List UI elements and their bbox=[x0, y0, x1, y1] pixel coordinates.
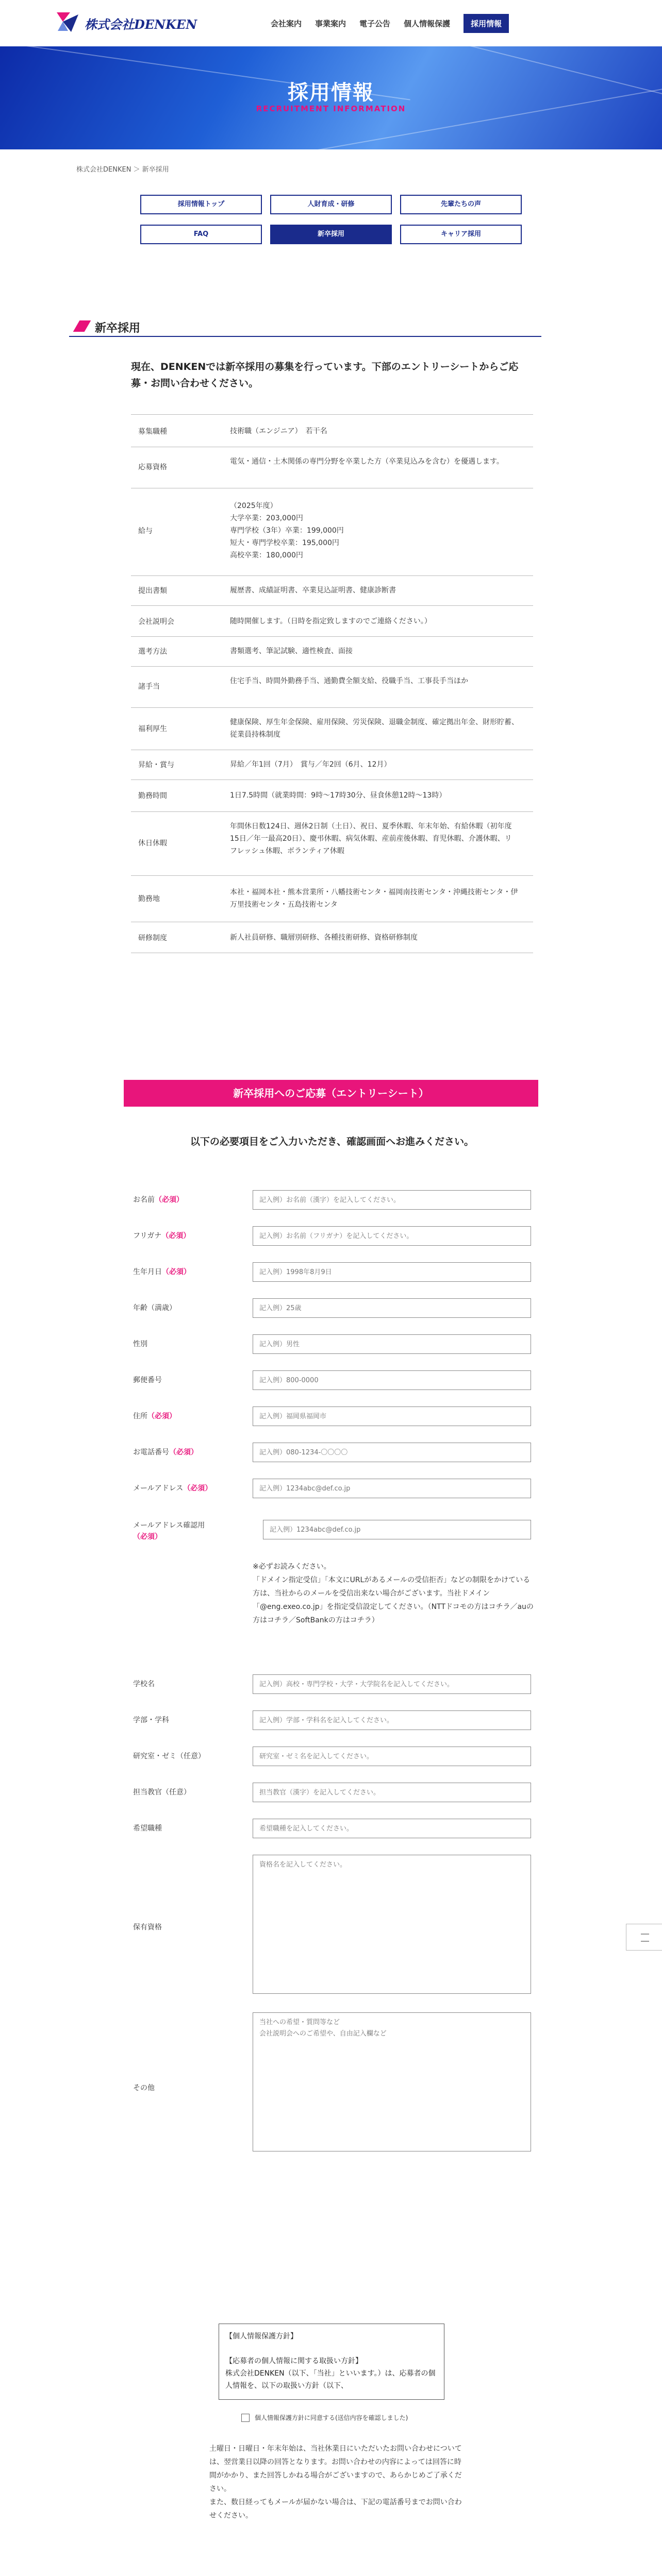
field-label bbox=[133, 1823, 162, 1834]
nav-company[interactable]: 会社案内 bbox=[271, 19, 302, 28]
field-label bbox=[133, 1483, 212, 1494]
agree-label: 個人情報保護方針に同意する(送信内容を確認しました) bbox=[255, 2414, 408, 2421]
required-mark: （必須） bbox=[183, 1484, 212, 1493]
subnav-new-grad[interactable]: 新卒採用 bbox=[270, 225, 392, 244]
table-row bbox=[131, 876, 533, 922]
row-value: 新人社員研修、職層別研修、各種技術研修、資格研修制度 bbox=[230, 934, 418, 942]
side-menu-tab[interactable] bbox=[626, 1924, 662, 1951]
row-label: 休日休暇 bbox=[138, 839, 167, 848]
row-label: 勤務時間 bbox=[138, 792, 167, 800]
label-text: 研究室・ゼミ（任意） bbox=[133, 1752, 205, 1760]
field-label bbox=[133, 1447, 198, 1458]
table-row bbox=[131, 637, 533, 667]
department-input[interactable] bbox=[253, 1710, 531, 1730]
row-label: 福利厚生 bbox=[138, 725, 167, 733]
entry-heading: 新卒採用へのご応募（エントリーシート） bbox=[124, 1080, 538, 1107]
row-value: 書類選考、筆記試験、適性検査、面接 bbox=[230, 647, 353, 655]
email-confirm-input[interactable] bbox=[263, 1520, 531, 1539]
required-mark: （必須） bbox=[161, 1232, 191, 1240]
required-mark: （必須） bbox=[147, 1412, 176, 1420]
heading-mark-icon bbox=[73, 320, 91, 332]
row-label: 選考方法 bbox=[138, 648, 167, 656]
license-textarea[interactable] bbox=[253, 1855, 531, 1994]
row-label: 募集職種 bbox=[138, 428, 167, 436]
site-header bbox=[0, 0, 662, 46]
furigana-input[interactable] bbox=[253, 1226, 531, 1246]
section-title: 新卒採用 bbox=[95, 322, 141, 335]
menu-icon bbox=[641, 1934, 649, 1942]
phone-input[interactable] bbox=[253, 1443, 531, 1462]
desired-job-input[interactable] bbox=[253, 1819, 531, 1838]
row-value: 年間休日数124日、週休2日制（土日）、祝日、夏季休暇、年末年始、有給休暇（初年度15日／年一最高20日）、慶弔休暇、病気休暇、産前産後休暇、育児休暇、介護休暇、リフレッシュ休暇、ボランティア休暇 bbox=[230, 822, 512, 855]
response-notice: 土曜日・日曜日・年末年始は、当社休業日にいただいたお問い合わせについては、翌営業日以降の回答となります。お問い合わせの内容によっては回答に時間がかかり、また回答しかねる場合がございますので、あらかじめご了承ください。 また、数日経ってもメールが届かない場合は、下記の電話番号までお問い合わせください。 bbox=[209, 2445, 462, 2520]
other-label: その他 bbox=[133, 2084, 155, 2092]
row-value: 電気・通信・土木関係の専門分野を卒業した方（卒業見込みを含む）を優遇します。 bbox=[230, 457, 504, 466]
field-label bbox=[133, 1230, 190, 1242]
address-input[interactable] bbox=[253, 1406, 531, 1426]
nav-recruit[interactable]: 採用情報 bbox=[464, 14, 509, 33]
row-value: 健康保険、厚生年金保険、雇用保険、労災保険、退職金制度、確定拠出年金、財形貯蓄、従業員持株制度 bbox=[230, 718, 519, 739]
required-mark: （必須） bbox=[155, 1196, 184, 1204]
nav-public-notice[interactable]: 電子公告 bbox=[359, 19, 391, 28]
required-mark: （必須） bbox=[169, 1448, 198, 1456]
row-value: （2025年度） 大学卒業：203,000円 専門学校（3年）卒業：199,000円 短大・専門学校卒業：195,000円 高校卒業：180,000円 bbox=[230, 502, 344, 560]
table-row bbox=[131, 414, 533, 447]
row-label: 諸手当 bbox=[138, 683, 160, 691]
table-row bbox=[131, 780, 533, 812]
row-value: 随時開催します。（日時を指定致しますのでご連絡ください。） bbox=[230, 617, 432, 625]
label-text: 学校名 bbox=[133, 1680, 155, 1688]
hero-title: 採用情報 bbox=[288, 81, 374, 105]
label-text: 性別 bbox=[133, 1340, 147, 1348]
lab-input[interactable] bbox=[253, 1747, 531, 1766]
label-text: 希望職種 bbox=[133, 1824, 162, 1833]
hero-subtitle: RECRUITMENT INFORMATION bbox=[256, 104, 406, 113]
row-label: 勤務地 bbox=[138, 895, 160, 903]
other-textarea[interactable] bbox=[253, 2012, 531, 2151]
table-row bbox=[131, 750, 533, 780]
row-value: 1日7.5時間（就業時間：9時〜17時30分、昼食休憩12時〜13時） bbox=[230, 791, 446, 800]
field-label bbox=[133, 1751, 205, 1762]
logo-text: 株式会社DENKEN bbox=[85, 17, 197, 32]
row-label: 提出書類 bbox=[138, 587, 167, 595]
table-row bbox=[131, 447, 533, 488]
label-text: 郵便番号 bbox=[133, 1376, 162, 1384]
field-label bbox=[133, 1302, 176, 1314]
field-label bbox=[133, 1266, 191, 1278]
row-value: 履歴書、成績証明書、卒業見込証明書、健康診断書 bbox=[230, 586, 396, 595]
nav-privacy[interactable]: 個人情報保護 bbox=[404, 19, 451, 28]
advisor-input[interactable] bbox=[253, 1783, 531, 1802]
birthdate-input[interactable] bbox=[253, 1262, 531, 1282]
row-label: 研修制度 bbox=[138, 934, 167, 942]
label-text: お電話番号 bbox=[133, 1448, 169, 1456]
row-label: 会社説明会 bbox=[138, 618, 174, 626]
privacy-agree[interactable] bbox=[241, 2413, 408, 2422]
row-value: 本社・福岡本社・熊本営業所・八幡技術センタ・福岡南技術センタ・沖縄技術センタ・伊万里技術センタ・五島技術センタ bbox=[230, 888, 518, 909]
field-label bbox=[133, 1715, 169, 1726]
table-row bbox=[131, 708, 533, 750]
mail-notice: ※必ずお読みください。 「ドメイン指定受信」「本文にURLがあるメールの受信拒否」などの制限をかけている方は、当社からのメールを受信出来ない場合がございます。当社ドメイン「@eng.exeo.co.jp」を指定受信設定してください。（NTTドコモの方はコチラ／auの方はコチラ／SoftBankの方はコチラ） bbox=[253, 1563, 534, 1624]
table-row bbox=[131, 606, 533, 637]
required-mark: （必須） bbox=[162, 1268, 191, 1276]
license-label: 保有資格 bbox=[133, 1923, 162, 1931]
email-input[interactable] bbox=[253, 1479, 531, 1498]
global-nav bbox=[271, 14, 509, 32]
age-input[interactable] bbox=[253, 1298, 531, 1318]
subnav-training[interactable]: 人財育成・研修 bbox=[270, 195, 392, 214]
company-logo[interactable] bbox=[56, 10, 210, 34]
row-value: 住宅手当、時間外勤務手当、通勤費全額支給、役職手当、工事長手当ほか bbox=[230, 677, 468, 685]
field-label bbox=[133, 1194, 184, 1206]
nav-business[interactable]: 事業案内 bbox=[315, 19, 346, 28]
field-label bbox=[133, 1338, 147, 1350]
section-heading bbox=[69, 316, 541, 337]
table-row bbox=[131, 667, 533, 708]
field-label bbox=[133, 1679, 155, 1690]
row-label: 給与 bbox=[138, 527, 153, 535]
label-text: お名前 bbox=[133, 1196, 155, 1204]
hero-banner bbox=[0, 46, 662, 149]
table-row bbox=[131, 576, 533, 606]
required-mark: （必須） bbox=[133, 1533, 162, 1541]
row-value: 昇給／年1回（7月） 賞与／年2回（6月、12月） bbox=[230, 760, 391, 769]
row-label: 応募資格 bbox=[138, 463, 167, 471]
form-intro: 以下の必要項目をご入力いただき、確認画面へお進みください。 bbox=[190, 1136, 474, 1147]
label-text: メールアドレス確認用 bbox=[133, 1521, 205, 1530]
field-label bbox=[133, 1375, 162, 1386]
label-text: 生年月日 bbox=[133, 1268, 162, 1276]
label-text: 担当教官（任意） bbox=[133, 1788, 191, 1797]
label-text: 学部・学科 bbox=[133, 1716, 169, 1724]
subnav-faq[interactable]: FAQ bbox=[140, 225, 262, 244]
postal-code-input[interactable] bbox=[253, 1370, 531, 1390]
table-row bbox=[131, 922, 533, 953]
label-text: メールアドレス bbox=[133, 1484, 184, 1493]
table-row bbox=[131, 812, 533, 876]
row-value: 技術職（エンジニア） 若干名 bbox=[230, 427, 327, 435]
school-input[interactable] bbox=[253, 1674, 531, 1694]
name-input[interactable] bbox=[253, 1190, 531, 1210]
subnav-voices[interactable]: 先輩たちの声 bbox=[400, 195, 522, 214]
label-text: 住所 bbox=[133, 1412, 147, 1420]
breadcrumb: 株式会社DENKEN ＞ 新卒採用 bbox=[76, 166, 169, 174]
privacy-policy-box[interactable]: 【個人情報保護方針】 【応募者の個人情報に関する取扱い方針】 株式会社DENKEN（以下、「当社」といいます。）は、応募者の個人情報を、以下の取扱い方針（以下、 bbox=[219, 2324, 444, 2400]
field-label bbox=[133, 1520, 236, 1543]
field-label bbox=[133, 1787, 191, 1798]
logo-mark-icon bbox=[56, 10, 80, 34]
label-text: フリガナ bbox=[133, 1232, 162, 1240]
row-label: 昇給・賞与 bbox=[138, 761, 174, 769]
subnav-top[interactable]: 採用情報トップ bbox=[140, 195, 262, 214]
gender-input[interactable] bbox=[253, 1334, 531, 1354]
label-text: 年齢（満歳） bbox=[133, 1304, 176, 1312]
agree-checkbox[interactable] bbox=[241, 2414, 250, 2422]
field-label bbox=[133, 1411, 176, 1422]
table-row bbox=[131, 488, 533, 576]
section-lead: 現在、DENKENでは新卒採用の募集を行っています。下部のエントリーシートからご応募・お問い合わせください。 bbox=[131, 361, 519, 389]
subnav-career[interactable]: キャリア採用 bbox=[400, 225, 522, 244]
